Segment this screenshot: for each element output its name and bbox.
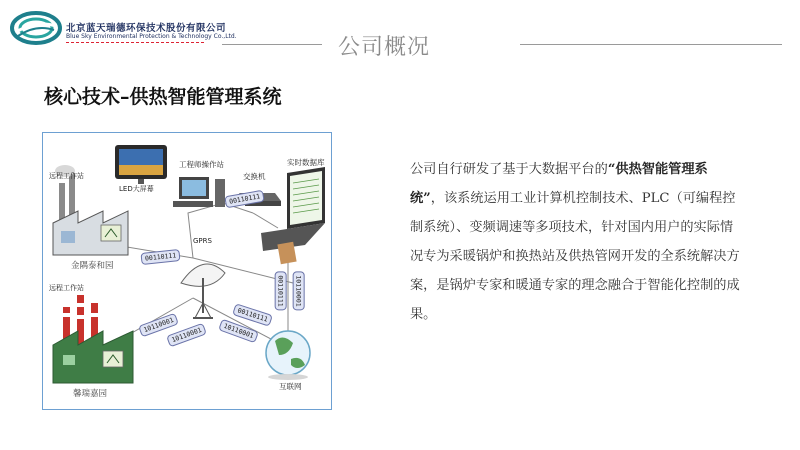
led-screen-icon [115,145,167,184]
data-packet: 10110001 [293,271,305,310]
page-title: 公司概况 [338,35,431,60]
engineer-station-label: 工程师操作站 [179,160,224,169]
page-header [0,0,800,72]
description-text-1: 公司自行研发了基于大数据平台的 [410,162,608,177]
description-text-2: ，该系统运用工业计算机控制技术、PLC（可编程控制系统）、变频调速等多项技术，针对国内用户的实际情况专为采暖锅炉和换热站及供热管网开发的全系统解决方案，是锅炉专家和暖通专家的理念融合于智能化控制的成果。 [410,191,740,322]
gprs-label: GPRS [193,237,212,245]
remote-station-2-label: 远程工作站 [49,284,84,292]
link-line [253,213,278,228]
section-heading: 核心技术–供热智能管理系统 [44,86,282,108]
company-name-en: Blue Sky Environmental Protection & Technology Co.,Ltd. [66,33,237,40]
realtime-db-label: 实时数据库 [287,158,325,167]
data-packet: 10110001 [138,313,179,338]
company-underline [66,42,206,43]
switch-label: 交换机 [243,172,266,181]
site-2-label: 馨瑞嘉园 [73,389,108,399]
data-packet: 00110111 [140,249,180,265]
link-line [188,203,253,258]
title-rule-left [222,44,322,45]
system-description [410,155,740,329]
data-packet: 10110001 [218,319,259,344]
data-packet: 00110111 [224,190,265,209]
factory-site-2-icon [53,295,133,383]
big-screen-label: LED大屏幕 [119,185,154,193]
title-rule-right [520,44,782,45]
database-laptop-icon [261,167,325,264]
company-logo-icon [10,10,62,46]
system-architecture-diagram [42,132,332,410]
data-packet: 00110111 [275,271,287,310]
remote-station-1-label: 远程工作站 [49,172,84,180]
engineer-workstation-icon [173,177,225,207]
internet-globe-icon [266,331,310,380]
company-name-cn: 北京蓝天瑞德环保技术股份有限公司 [66,23,227,34]
internet-label: 互联网 [279,382,302,391]
description-highlight: “供热智能管理系统” [410,162,708,206]
site-1-label: 金隅泰和园 [71,261,114,271]
data-packet: 10110001 [166,323,207,348]
gprs-dish-icon [181,264,225,318]
data-packet: 00110111 [232,303,273,327]
diagram-artwork [43,133,331,409]
